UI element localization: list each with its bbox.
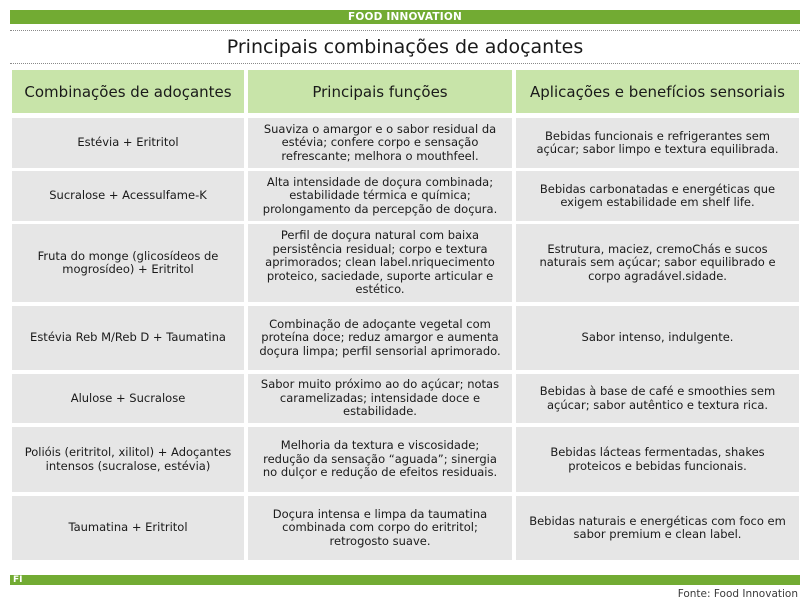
source-credit: Fonte: Food Innovation — [677, 588, 798, 600]
header-functions: Principais funções — [248, 70, 512, 113]
table-cell-combo: Estévia Reb M/Reb D + Taumatina — [12, 306, 244, 370]
table-cell-combo: Taumatina + Eritritol — [12, 496, 244, 560]
header-applications: Aplicações e benefícios sensoriais — [516, 70, 799, 113]
table-cell-combo: Estévia + Eritritol — [12, 118, 244, 168]
table-cell-applications: Sabor intenso, indulgente. — [516, 306, 799, 370]
table-cell-applications: Bebidas lácteas fermentadas, shakes proteicos e bebidas funcionais. — [516, 427, 799, 492]
table-cell-functions: Alta intensidade de doçura combinada; estabilidade térmica e química; prolongamento da percepção de doçura. — [248, 171, 512, 221]
table-cell-functions: Doçura intensa e limpa da taumatina combinada com corpo do eritritol; retrogosto suave. — [248, 496, 512, 560]
footer-bar — [10, 575, 800, 585]
table-cell-combo: Fruta do monge (glicosídeos de mogrosídeo) + Eritritol — [12, 224, 244, 302]
table-cell-combo: Alulose + Sucralose — [12, 374, 244, 423]
table-cell-functions: Perfil de doçura natural com baixa persistência residual; corpo e textura aprimorados; clean label.nriquecimento proteico, saciedade, suporte articular e estético. — [248, 224, 512, 302]
table-cell-functions: Combinação de adoçante vegetal com proteína doce; reduz amargor e aumenta doçura limpa; perfil sensorial aprimorado. — [248, 306, 512, 370]
table-cell-combo: Sucralose + Acessulfame-K — [12, 171, 244, 221]
page-title: Principais combinações de adoçantes — [226, 36, 584, 58]
header-combinations: Combinações de adoçantes — [12, 70, 244, 113]
table-cell-combo: Polióis (eritritol, xilitol) + Adoçantes intensos (sucralose, estévia) — [12, 427, 244, 492]
table-cell-applications: Bebidas à base de café e smoothies sem açúcar; sabor autêntico e textura rica. — [516, 374, 799, 423]
table-cell-applications: Bebidas naturais e energéticas com foco em sabor premium e clean label. — [516, 496, 799, 560]
table-cell-functions: Melhoria da textura e viscosidade; redução da sensação “aguada”; sinergia no dulçor e redução de efeitos residuais. — [248, 427, 512, 492]
table-cell-applications: Estrutura, maciez, cremoChás e sucos naturais sem açúcar; sabor equilibrado e corpo agradável.sidade. — [516, 224, 799, 302]
title-rule-bottom — [10, 63, 800, 64]
table-cell-functions: Sabor muito próximo ao do açúcar; notas caramelizadas; intensidade doce e estabilidade. — [248, 374, 512, 423]
title-rule-top — [10, 30, 800, 31]
table-cell-applications: Bebidas funcionais e refrigerantes sem açúcar; sabor limpo e textura equilibrada. — [516, 118, 799, 168]
table-cell-functions: Suaviza o amargor e o sabor residual da estévia; confere corpo e sensação refrescante; melhora o mouthfeel. — [248, 118, 512, 168]
footer-logo: FI — [13, 575, 23, 585]
banner: FOOD INNOVATION — [10, 10, 800, 24]
table-cell-applications: Bebidas carbonatadas e energéticas que exigem estabilidade em shelf life. — [516, 171, 799, 221]
